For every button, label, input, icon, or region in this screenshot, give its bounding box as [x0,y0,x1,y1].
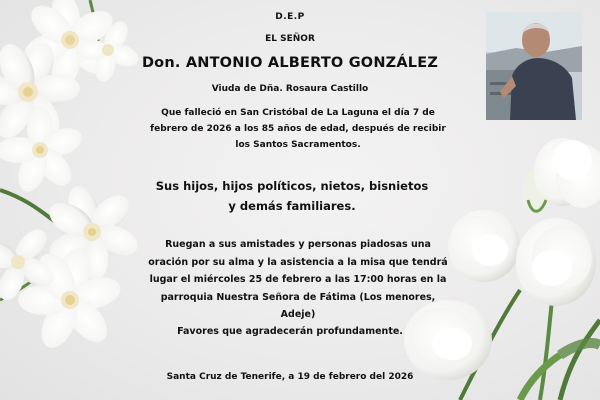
left-narcissus-icon [0,0,142,353]
thanks-line: Favores que agradecerán profundamente. [177,326,403,337]
portrait-icon [486,12,582,120]
widow-line: Viuda de Dña. Rosaura Castillo [211,84,369,94]
portrait-photo [486,12,582,120]
family-line: Sus hijos, hijos políticos, nietos, bisnietos y demás familiares. [155,179,429,213]
deceased-name: Don. ANTONIO ALBERTO GONZÁLEZ [141,55,439,71]
mass-announcement: Ruegan a sus amistades y personas piadosas una oración por su alma y la asistencia a la misa que tendrá lugar el miércoles 25 de febrero a las 17:00 horas en la parroquia Nuestra Señora de Fátima (Los menores, Adeje) [148,239,448,320]
death-details: Que falleció en San Cristóbal de La Laguna el día 7 de febrero de 2026 a los 85 años de edad, después de recibir los Santos Sacramentos. [150,108,446,150]
honorific-label: EL SEÑOR [265,34,315,44]
dep-heading: D.E.P [275,12,305,22]
place-date: Santa Cruz de Tenerife, a 19 de febrero del 2026 [166,372,414,382]
